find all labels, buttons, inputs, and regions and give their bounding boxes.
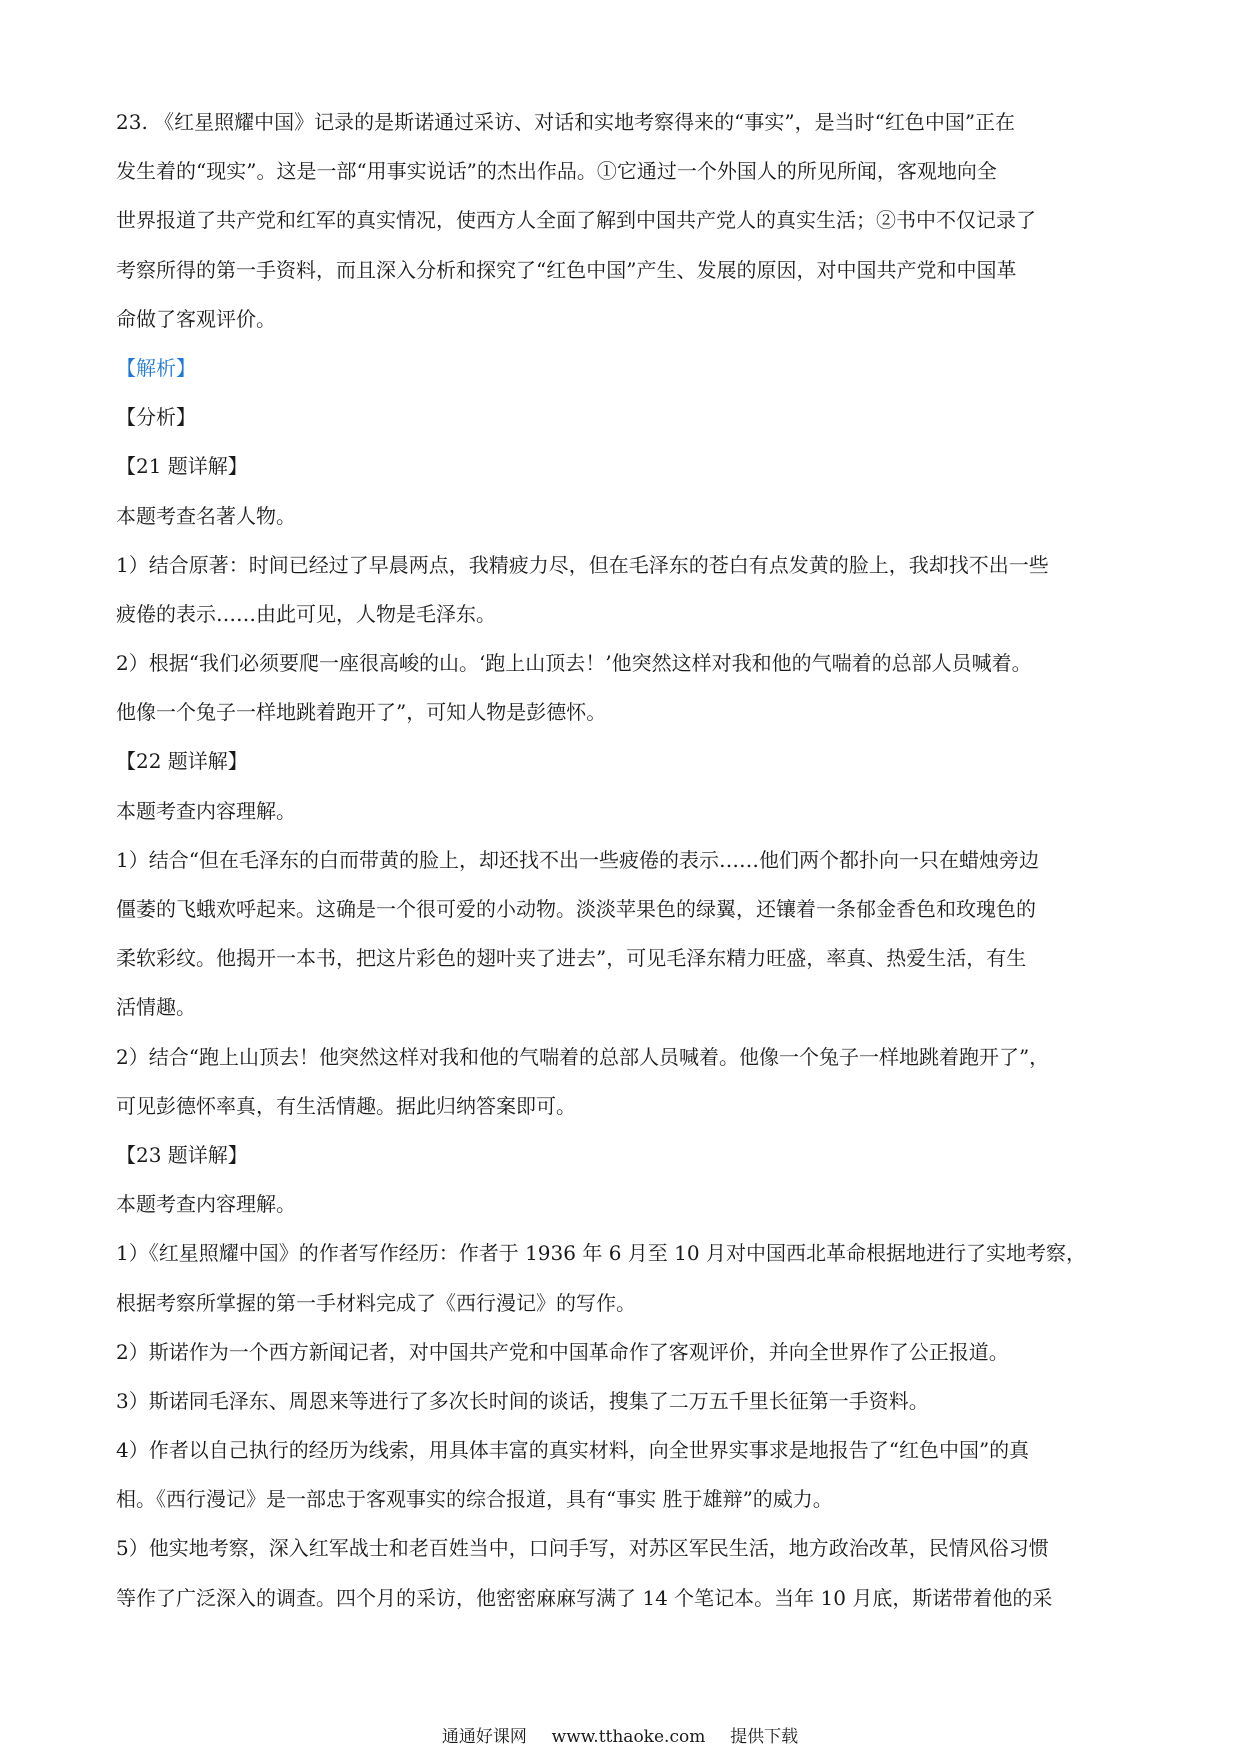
q22-intro: 本题考查内容理解。 — [116, 798, 296, 823]
q23-point-5-line-2: 等作了广泛深入的调查。四个月的采访，他密密麻麻写满了 14 个笔记本。当年 10 月底，斯诺带着他的采 — [116, 1585, 1053, 1610]
document-body — [116, 98, 1132, 1623]
q21-point-2-line-2: 他像一个兔子一样地跳着跑开了”，可知人物是彭德怀。 — [116, 700, 607, 725]
q23-point-1-line-2: 根据考察所掌握的第一手材料完成了《西行漫记》的写作。 — [116, 1290, 636, 1315]
q23-point-4-line-1: 4）作者以自己执行的经历为线索，用具体丰富的真实材料，向全世界实事求是地报告了“红色中国”的真 — [116, 1438, 1030, 1463]
q23-line-1: 23. 《红星照耀中国》记录的是斯诺通过采访、对话和实地考察得来的“事实”，是当时“红色中国”正在 — [116, 110, 1016, 134]
q23-point-2: 2）斯诺作为一个西方新闻记者，对中国共产党和中国革命作了客观评价，并向全世界作了公正报道。 — [116, 1339, 1009, 1364]
q23-intro: 本题考查内容理解。 — [116, 1192, 296, 1217]
footer-url[interactable]: www.tthaoke.com — [551, 1727, 706, 1747]
q22-point-2-line-2: 可见彭德怀率真，有生活情趣。据此归纳答案即可。 — [116, 1093, 576, 1118]
q22-point-1-line-1: 1）结合“但在毛泽东的白而带黄的脸上，却还找不出一些疲倦的表示……他们两个都扑向一只在蜡烛旁边 — [116, 847, 1039, 872]
q21-point-2-line-1: 2）根据“我们必须要爬一座很高峻的山。‘跑上山顶去！’他突然这样对我和他的气喘着的总部人员喊着。 — [116, 651, 1032, 676]
q23-line-5: 命做了客观评价。 — [116, 306, 276, 331]
q23-point-3: 3）斯诺同毛泽东、周恩来等进行了多次长时间的谈话，搜集了二万五千里长征第一手资料。 — [116, 1388, 929, 1413]
q23-point-1-line-1: 1）《红星照耀中国》的作者写作经历：作者于 1936 年 6 月至 10 月对中国西北革命根据地进行了实地考察， — [116, 1241, 1086, 1266]
jiexi-heading: 【解析】 — [116, 355, 196, 380]
page-footer — [0, 1722, 1240, 1747]
fenxi-heading: 【分析】 — [116, 405, 196, 430]
footer-suffix: 提供下载 — [730, 1727, 799, 1747]
footer-site-name: 通通好课网 — [441, 1727, 527, 1747]
q21-intro: 本题考查名著人物。 — [116, 503, 296, 528]
q21-point-1-line-1: 1）结合原著：时间已经过了早晨两点，我精疲力尽，但在毛泽东的苍白有点发黄的脸上，我却找不出一些 — [116, 552, 1049, 577]
q22-point-1-line-2: 僵萎的飞蛾欢呼起来。这确是一个很可爱的小动物。淡淡苹果色的绿翼，还镶着一条郁金香色和玫瑰色的 — [116, 897, 1036, 921]
q22-point-1-line-3: 柔软彩纹。他揭开一本书，把这片彩色的翅叶夹了进去”，可见毛泽东精力旺盛，率真、热爱生活，有生 — [116, 946, 1027, 971]
q22-point-2-line-1: 2）结合“跑上山顶去！他突然这样对我和他的气喘着的总部人员喊着。他像一个兔子一样地跳着跑开了”， — [116, 1044, 1050, 1069]
q22-detail-heading: 【22 题详解】 — [116, 749, 248, 774]
q23-point-4-line-2: 相。《西行漫记》是一部忠于客观事实的综合报道，具有“事实 胜于雄辩”的威力。 — [116, 1487, 833, 1512]
q22-point-1-line-4: 活情趣。 — [116, 995, 196, 1020]
q23-line-2: 发生着的“现实”。这是一部“用事实说话”的杰出作品。①它通过一个外国人的所见所闻，客观地向全 — [116, 159, 997, 184]
q23-line-3: 世界报道了共产党和红军的真实情况，使西方人全面了解到中国共产党人的真实生活；②书中不仅记录了 — [116, 208, 1036, 233]
q23-line-4: 考察所得的第一手资料，而且深入分析和探究了“红色中国”产生、发展的原因，对中国共产党和中国革 — [116, 257, 1017, 282]
q23-detail-heading: 【23 题详解】 — [116, 1142, 248, 1167]
q21-point-1-line-2: 疲倦的表示……由此可见，人物是毛泽东。 — [116, 601, 496, 626]
q23-point-5-line-1: 5）他实地考察，深入红军战士和老百姓当中，口问手写，对苏区军民生活，地方政治改革，民情风俗习惯 — [116, 1536, 1049, 1561]
q21-detail-heading: 【21 题详解】 — [116, 454, 248, 479]
